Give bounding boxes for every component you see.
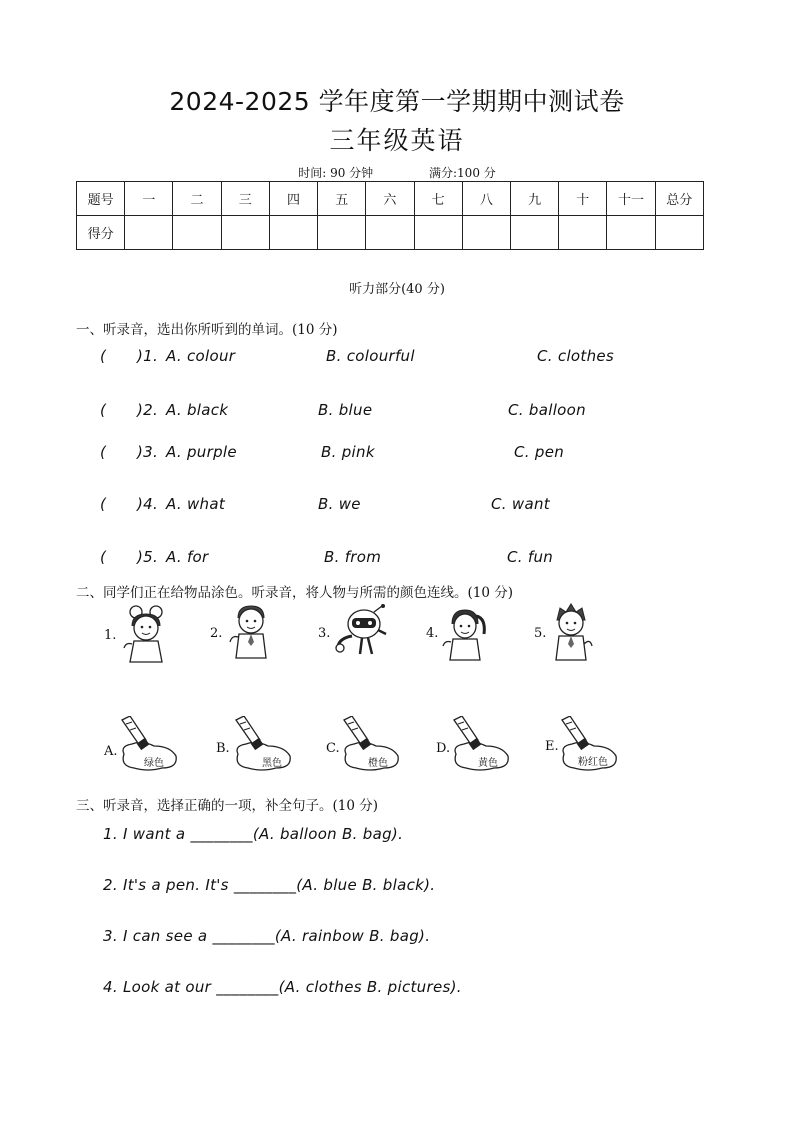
table-cell: 十一 — [607, 182, 655, 216]
question-number: )3. — [137, 443, 159, 461]
table-cell: 总分 — [655, 182, 703, 216]
question-number: )4. — [137, 495, 159, 513]
score-table-score-row — [77, 216, 704, 250]
paint-letter: A. — [104, 744, 118, 759]
question-number: )5. — [137, 548, 159, 566]
paint-color-label: 黑色 — [262, 758, 282, 769]
score-entry-cell[interactable] — [655, 216, 703, 250]
fill-in-sentence[interactable]: 3. I can see a ________(A. rainbow B. bag). — [103, 927, 431, 945]
paint-tube-yellow[interactable] — [450, 716, 514, 772]
table-cell: 二 — [173, 182, 221, 216]
boy-icon[interactable] — [228, 602, 274, 660]
section1-heading: 一、听录音，选出你所听到的单词。(10 分) — [76, 322, 338, 338]
paint-letter: C. — [326, 741, 340, 756]
score-entry-cell[interactable] — [607, 216, 655, 250]
question-number: )1. — [137, 347, 159, 365]
person-number: 3. — [318, 626, 331, 641]
score-table — [76, 181, 704, 250]
score-entry-cell[interactable] — [125, 216, 173, 250]
score-entry-cell[interactable] — [173, 216, 221, 250]
table-cell: 七 — [414, 182, 462, 216]
girl-ponytail-icon[interactable] — [440, 604, 490, 662]
option-c[interactable]: C. fun — [507, 548, 554, 566]
table-cell: 一 — [125, 182, 173, 216]
fill-in-sentence[interactable]: 4. Look at our ________(A. clothes B. pictures). — [103, 978, 462, 996]
section2-heading: 二、同学们正在给物品涂色。听录音，将人物与所需的颜色连线。(10 分) — [76, 585, 514, 601]
table-cell: 题号 — [77, 182, 125, 216]
fill-in-sentence[interactable]: 2. It's a pen. It's ________(A. blue B. black). — [103, 876, 436, 894]
exam-subtitle: 三年级英语 — [329, 126, 465, 155]
option-c[interactable]: C. pen — [514, 443, 565, 461]
score-entry-cell[interactable] — [221, 216, 269, 250]
robot-icon[interactable] — [332, 604, 392, 658]
paint-letter: D. — [436, 741, 451, 756]
person-number: 2. — [210, 626, 223, 641]
score-entry-cell[interactable] — [462, 216, 510, 250]
table-cell: 得分 — [77, 216, 125, 250]
paint-color-label: 黄色 — [478, 758, 498, 769]
question-row — [100, 495, 720, 517]
bracket-open: ( — [100, 443, 107, 461]
paint-letter: E. — [545, 739, 559, 754]
person-number: 1. — [104, 628, 117, 643]
option-c[interactable]: C. balloon — [508, 401, 586, 419]
paint-tube-green[interactable] — [118, 716, 182, 772]
full-marks-label: 满分:100 分 — [429, 166, 496, 180]
option-c[interactable]: C. want — [491, 495, 550, 513]
question-row — [100, 347, 720, 369]
option-b[interactable]: B. colourful — [326, 347, 415, 365]
question-row — [100, 548, 720, 570]
bracket-open: ( — [100, 548, 107, 566]
section3-heading: 三、听录音，选择正确的一项，补全句子。(10 分) — [76, 798, 379, 814]
paint-tube-pink[interactable] — [558, 716, 622, 772]
table-cell: 六 — [366, 182, 414, 216]
option-a[interactable]: A. purple — [166, 443, 237, 461]
option-a[interactable]: A. colour — [166, 347, 236, 365]
table-cell: 九 — [510, 182, 558, 216]
score-entry-cell[interactable] — [414, 216, 462, 250]
person-number: 5. — [534, 626, 547, 641]
table-cell: 四 — [269, 182, 317, 216]
option-b[interactable]: B. pink — [321, 443, 375, 461]
question-row — [100, 443, 720, 465]
girl-buns-icon[interactable] — [120, 604, 172, 664]
exam-meta — [0, 164, 794, 181]
person-number: 4. — [426, 626, 439, 641]
score-entry-cell[interactable] — [366, 216, 414, 250]
paint-color-label: 绿色 — [144, 758, 164, 769]
bracket-open: ( — [100, 347, 107, 365]
score-entry-cell[interactable] — [510, 216, 558, 250]
paint-color-label: 粉红色 — [578, 757, 608, 768]
paint-letter: B. — [216, 741, 230, 756]
option-a[interactable]: A. for — [166, 548, 209, 566]
paint-tube-orange[interactable] — [340, 716, 404, 772]
table-cell: 五 — [318, 182, 366, 216]
listening-section-title: 听力部分(40 分) — [349, 282, 445, 297]
bracket-open: ( — [100, 401, 107, 419]
option-b[interactable]: B. we — [318, 495, 361, 513]
fill-in-sentence[interactable]: 1. I want a ________(A. balloon B. bag). — [103, 825, 404, 843]
score-entry-cell[interactable] — [559, 216, 607, 250]
time-label: 时间: 90 分钟 — [298, 166, 374, 180]
table-cell: 三 — [221, 182, 269, 216]
exam-title: 2024-2025 学年度第一学期期中测试卷 — [169, 87, 625, 116]
option-c[interactable]: C. clothes — [537, 347, 615, 365]
bracket-open: ( — [100, 495, 107, 513]
paint-color-label: 橙色 — [368, 758, 388, 769]
table-cell: 八 — [462, 182, 510, 216]
score-entry-cell[interactable] — [318, 216, 366, 250]
boy-spiky-hair-icon[interactable] — [548, 602, 594, 662]
question-number: )2. — [137, 401, 159, 419]
option-b[interactable]: B. from — [324, 548, 382, 566]
table-cell: 十 — [559, 182, 607, 216]
question-row — [100, 401, 720, 423]
score-table-header-row — [77, 182, 704, 216]
option-b[interactable]: B. blue — [318, 401, 373, 419]
option-a[interactable]: A. what — [166, 495, 226, 513]
paint-tube-black[interactable] — [232, 716, 296, 772]
score-entry-cell[interactable] — [269, 216, 317, 250]
option-a[interactable]: A. black — [166, 401, 229, 419]
